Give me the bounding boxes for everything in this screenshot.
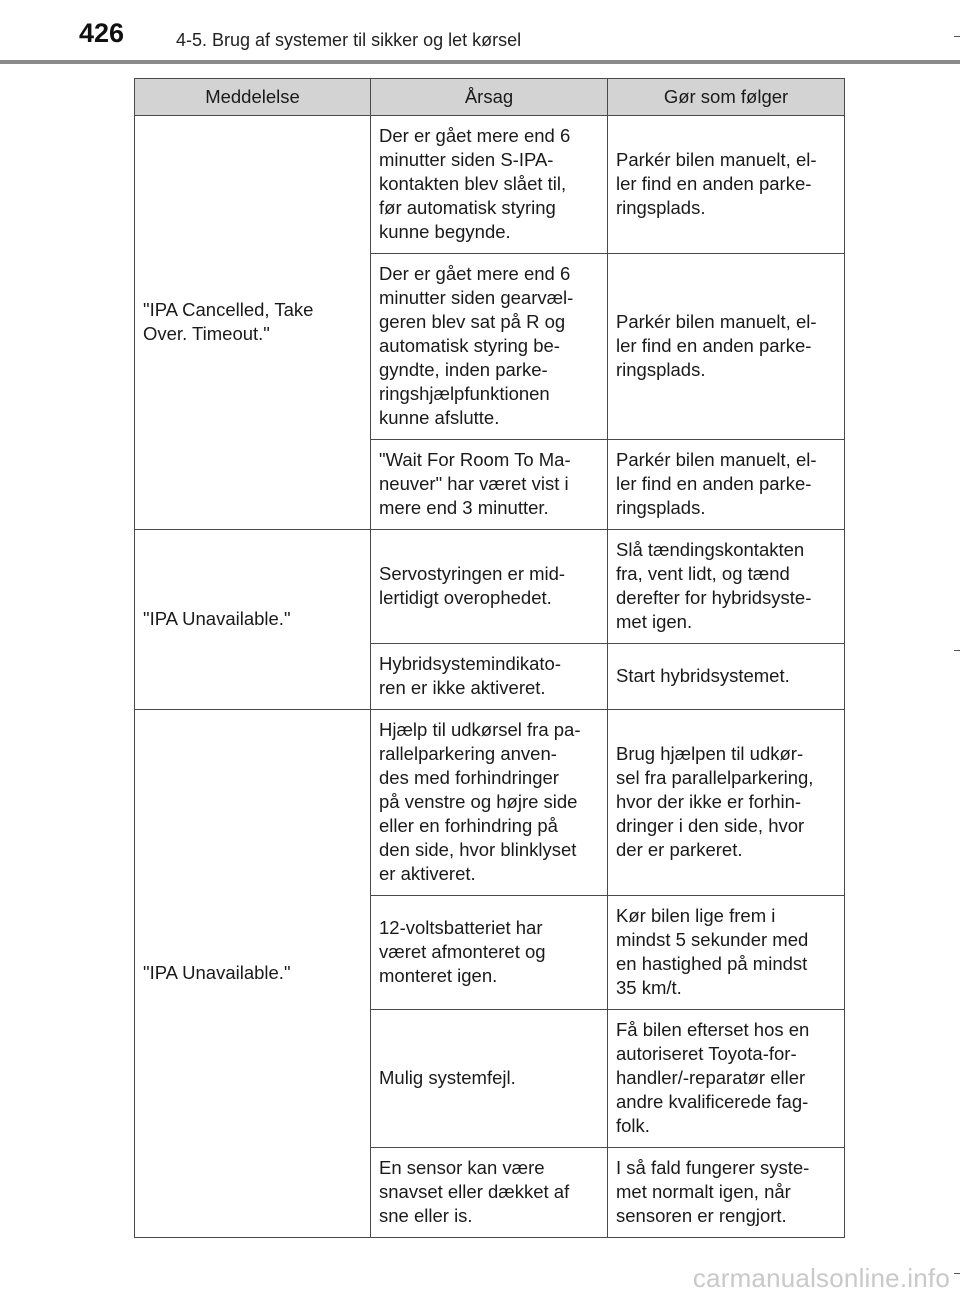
table-row (135, 530, 845, 644)
header-rule (0, 60, 960, 64)
action-cell: Brug hjælpen til udkør- sel fra parallelparkering, hvor der ikke er forhin- dringer i den side, hvor der er parkeret. (608, 710, 845, 896)
page-number: 426 (79, 18, 125, 48)
message-table (134, 78, 845, 1238)
action-cell: Parkér bilen manuelt, el- ler find en anden parke- ringsplads. (608, 254, 845, 440)
section-title: 4-5. Brug af systemer til sikker og let kørsel (176, 30, 522, 50)
action-cell: I så fald fungerer syste- met normalt igen, når sensoren er rengjort. (608, 1148, 845, 1238)
cause-cell: 12-voltsbatteriet har været afmonteret og monteret igen. (371, 896, 608, 1010)
message-cell: "IPA Cancelled, Take Over. Timeout." (135, 116, 371, 530)
action-cell: Kør bilen lige frem i mindst 5 sekunder med en hastighed på mindst 35 km/t. (608, 896, 845, 1010)
column-header-action: Gør som følger (608, 79, 845, 116)
cause-cell: Der er gået mere end 6 minutter siden gearvæl- geren blev sat på R og automatisk styring be- gyndte, inden parke- ringshjælpfunktionen kunne afslutte. (371, 254, 608, 440)
cause-cell: Hybridsystemindikato- ren er ikke aktiveret. (371, 644, 608, 710)
crop-mark (954, 650, 960, 651)
action-cell: Slå tændingskontakten fra, vent lidt, og tænd derefter for hybridsyste- met igen. (608, 530, 845, 644)
table-row (135, 710, 845, 896)
crop-mark (954, 36, 960, 37)
watermark: carmanualsonline.info (692, 1263, 950, 1293)
action-cell: Parkér bilen manuelt, el- ler find en anden parke- ringsplads. (608, 116, 845, 254)
table-row (135, 116, 845, 254)
column-header-cause: Årsag (371, 79, 608, 116)
cause-cell: En sensor kan være snavset eller dækket af sne eller is. (371, 1148, 608, 1238)
cause-cell: Hjælp til udkørsel fra pa- rallelparkering anven- des med forhindringer på venstre og højre side eller en forhindring på den side, hvor blinklyset er aktiveret. (371, 710, 608, 896)
cause-cell: "Wait For Room To Ma- neuver" har været vist i mere end 3 minutter. (371, 440, 608, 530)
table-header-row (135, 79, 845, 116)
action-cell: Få bilen efterset hos en autoriseret Toyota-for- handler/-reparatør eller andre kvalificerede fag- folk. (608, 1010, 845, 1148)
action-cell: Start hybridsystemet. (608, 644, 845, 710)
message-cell: "IPA Unavailable." (135, 710, 371, 1238)
cause-cell: Servostyringen er mid- lertidigt overophedet. (371, 530, 608, 644)
message-cell: "IPA Unavailable." (135, 530, 371, 710)
column-header-message: Meddelelse (135, 79, 371, 116)
action-cell: Parkér bilen manuelt, el- ler find en anden parke- ringsplads. (608, 440, 845, 530)
crop-mark (954, 1273, 960, 1274)
cause-cell: Mulig systemfejl. (371, 1010, 608, 1148)
cause-cell: Der er gået mere end 6 minutter siden S-IPA- kontakten blev slået til, før automatisk styring kunne begynde. (371, 116, 608, 254)
